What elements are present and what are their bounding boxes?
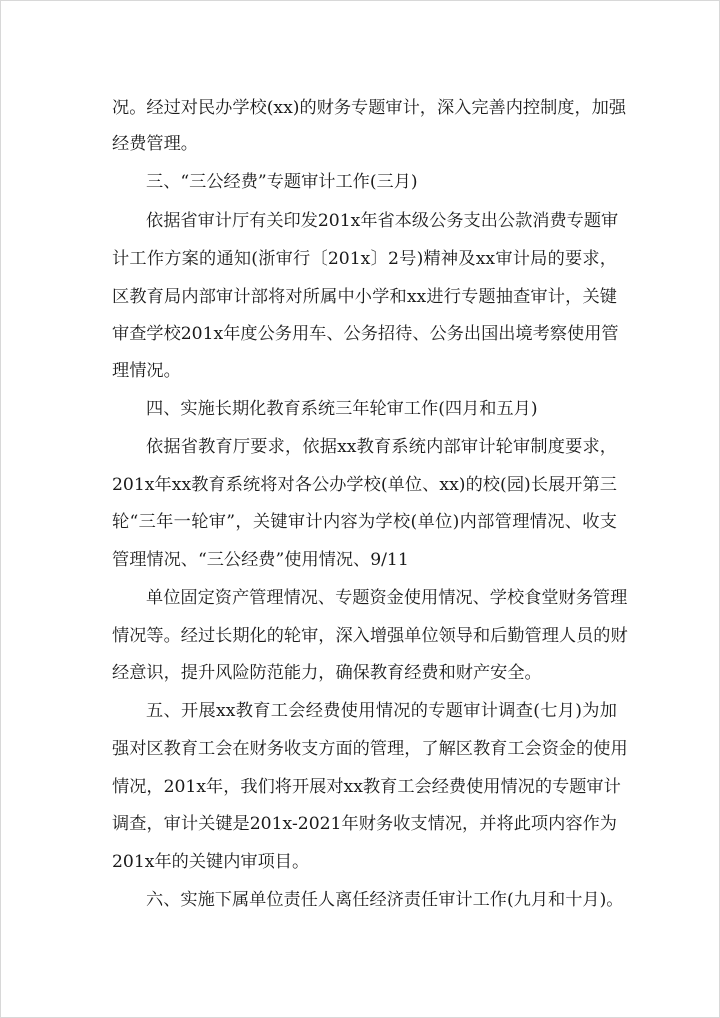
paragraph-line: 依据省教育厅要求，依据xx教育系统内部审计轮审制度要求， xyxy=(146,437,617,457)
paragraph-line: 区教育局内部审计部将对所属中小学和xx进行专题抽查审计，关键 xyxy=(112,287,617,307)
paragraph-line: 依据省审计厅有关印发201x年省本级公务支出公款消费专题审 xyxy=(146,211,619,231)
paragraph-line: 情况等。经过长期化的轮审，深入增强单位领导和后勤管理人员的财 xyxy=(112,626,628,646)
paragraph-line: 审查学校201x年度公务用车、公务招待、公务出国出境考察使用管 xyxy=(112,324,619,344)
section-heading-four: 四、实施长期化教育系统三年轮审工作(四月和五月) xyxy=(146,399,538,419)
paragraph-line: 管理情况、“三公经费”使用情况、9/11 xyxy=(112,550,409,570)
paragraph-line: 轮“三年一轮审”，关键审计内容为学校(单位)内部管理情况、收支 xyxy=(112,512,617,532)
paragraph-line: 单位固定资产管理情况、专题资金使用情况、学校食堂财务管理 xyxy=(146,588,628,608)
paragraph-line: 情况，201x年，我们将开展对xx教育工会经费使用情况的专题审计 xyxy=(112,777,621,797)
paragraph-line: 经费管理。 xyxy=(112,134,198,154)
paragraph-line: 201x年的关键内审项目。 xyxy=(112,852,310,872)
section-heading-six: 六、实施下属单位责任人离任经济责任审计工作(九月和十月)。 xyxy=(146,890,624,910)
paragraph-line: 计工作方案的通知(浙审行〔201x〕2号)精神及xx审计局的要求， xyxy=(112,249,617,269)
section-heading-three: 三、“三公经费”专题审计工作(三月) xyxy=(146,172,418,192)
section-heading-five: 五、开展xx教育工会经费使用情况的专题审计调查(七月)为加 xyxy=(146,701,617,721)
paragraph-line: 201x年xx教育系统将对各公办学校(单位、xx)的校(园)长展开第三 xyxy=(112,475,617,495)
paragraph-line: 理情况。 xyxy=(112,361,181,381)
paragraph-line: 经意识，提升风险防范能力，确保教育经费和财产安全。 xyxy=(112,663,542,683)
paragraph-line: 强对区教育工会在财务收支方面的管理，了解区教育工会资金的使用 xyxy=(112,739,628,759)
paragraph-line: 调查，审计关键是201x-2021年财务收支情况，并将此项内容作为 xyxy=(112,814,617,834)
paragraph-line: 况。经过对民办学校(xx)的财务专题审计，深入完善内控制度，加强 xyxy=(112,98,627,118)
